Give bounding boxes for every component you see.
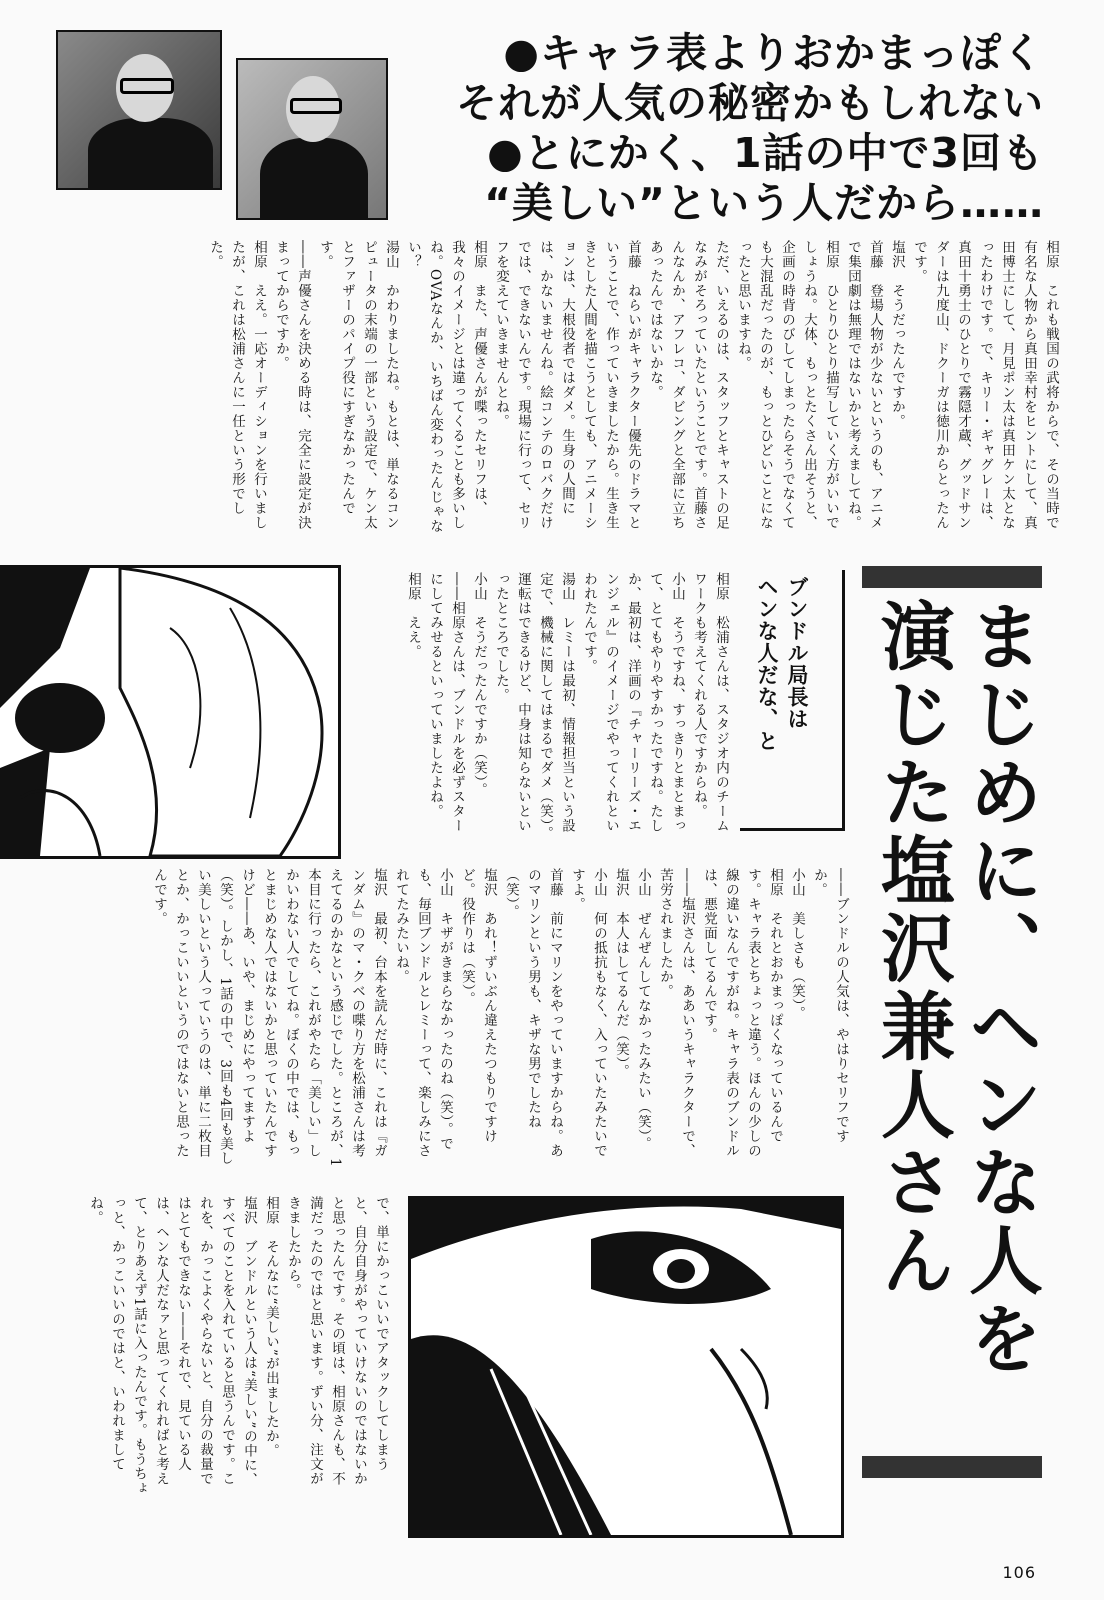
paragraph: 相原 それとおかまっぽくなっているんです。キャラ表とちょっと違う。ほんの少しの線の違いなんですがね。キャラ表のブンドルは、悪党面してるんです。 [701,868,783,1158]
paragraph: 相原 松浦さんは、スタジオ内のチームワークも考えてくれる人ですからね。 [691,572,729,833]
paragraph: ――声優さんを決める時は、完全に設定が決まってからですか。 [273,240,311,530]
paragraph: ――相原さんは、ブンドルを必ずスターにしてみせるといっていましたよね。 [427,572,465,833]
title-bar-bottom [862,1456,1042,1478]
feature-title [868,598,1044,1428]
paragraph: 首藤 登場人物が少ないというのも、アニメで集団劇は無理ではないかと考えましてね。 [845,240,883,530]
paragraph: 塩沢 ブンドルという人は“美しい”の中に、すべてのことを入れていると思うんです。これを、かっこよくやらないと、自分の裁量ではとてもできない――それで、見ている人は、ヘンな人だなァと思ってくれればと考えて、とりあえず1話に入ったんです。もうちょっと、かっこいいのではと、いわれましてね。 [87,1196,257,1496]
illustration-bundle-closeup [408,1196,844,1538]
paragraph: 塩沢 あれ！ずいぶん違えたつもりですけど。役作りは（笑）。 [459,868,497,1144]
paragraph: 相原 また、声優さんが喋ったセリフは、我々のイメージとは違ってくることも多いしね。OVAなんか、いちばん変わったんじゃない？ [405,240,487,534]
paragraph: 湯山 レミーは最初、情報担当という設定で、機械に関してはまるでダメ（笑）。運転はできるけど、中身は知らないといったところでした。 [493,572,575,841]
subhead [752,576,812,816]
headline-line: それが人気の秘密かもしれない [456,79,1044,127]
article-text-middle [362,572,732,842]
feature-title-line: 演じた塩沢兼人さん [869,598,955,1300]
headline-line: ●キャラ表よりおかまっぽく [503,29,1044,77]
article-text-bottom [62,1196,392,1496]
illustration-bundle-portrait [0,565,341,859]
paragraph: 相原 ええ。一応オーディションを行いましたが、これは松浦さんに一任という形でした。 [207,240,267,530]
article-text-top [62,240,1062,540]
paragraph: ――ブンドルの人気は、やはりセリフですか。 [811,868,849,1144]
paragraph: で、単にかっこいいでアタックしてしまうと、自分自身がやっていけないのではないかと思ったんです。その頃は、相原さんも、不満だったのではと思います。ずい分、注文がきましたから。 [285,1196,389,1486]
headline [444,28,1044,228]
paragraph: ただ、いえるのは、スタッフとキャストの足なみがそろっていたということです。首藤さんなんか、アフレコ、ダビングと全部に立ちあったんではないかな。 [647,240,729,530]
paragraph: 相原 そんなに“美しい”が出ましたか。 [263,1196,279,1459]
paragraph: 首藤 前にマリンをやっていますからね。あのマリンという男も、キザな男でしたね（笑）。 [503,868,563,1158]
paragraph: 首藤 ねらいがキャラクター優先のドラマということで、作っていきましたから。生き生きとした人間を描こうとしても、アニメーションは、大根役者ではダメ。生身の人間には、かないませんね。絵コンテのロバクだけでは、できないんです。現場に行って、セリフを変えていきませんとね。 [493,240,641,530]
paragraph: 相原 ええ。 [405,572,421,659]
title-bar-top [862,566,1042,588]
paragraph: 相原 ひとりひとり描写していく方がいいでしょうね。大体、もっとたくさん出そうと、企画の時背のびしてしまったらそうでなくても大混乱だったのが、もっとひどいことになったと思いますね。 [735,240,839,530]
paragraph: 小山 そうですね、すっきりとまとまって、とてもやりやすかったですね。たしか、最初は、洋画の『チャーリーズ・エンジェル』のイメージでやってくれといわれたんです。 [581,572,685,833]
paragraph: 小山 何の抵抗もなく、入っていたみたいですよ。 [569,868,607,1158]
photo-interviewee-1 [56,30,222,190]
paragraph: 湯山 かわりましたね。もとは、単なるコンピュータの末端の一部という設定で、ケン太とファザーのパイプ役にすぎなかったんです。 [317,240,399,530]
headline-line: “美しい”という人だから…… [484,179,1044,227]
paragraph: 小山 美しさも（笑）。 [789,868,805,1021]
paragraph: 小山 ぜんぜんしてなかったみたい（笑）。 [635,868,651,1152]
feature-title-line: まじめに、ヘンな人を [957,598,1043,1378]
paragraph: 塩沢 そうだったんですか。 [889,240,905,429]
article-text-lower [62,868,852,1168]
photo-interviewee-2 [236,58,388,220]
paragraph: 小山 キザがきまらなかったのね（笑）。でも、毎回ブンドルとレミーって、楽しみにされてたみたいね。 [393,868,453,1158]
headline-line: ●とにかく、1話の中で3回も [486,129,1044,177]
page-number: 106 [1002,1563,1036,1582]
paragraph: 相原 これも戦国の武将からで、その当時で有名な人物から真田幸村をヒントにして、真田博士にして、月見ポン太は真田ケン太となったわけです。で、キリー・ギャグレーは、真田十勇士のひとりで霧隠才蔵、グッドサンダーは九度山、ドクーガは徳川からとったんです。 [911,240,1059,530]
bundle-portrait-art [0,568,338,856]
paragraph: 塩沢 本人はしてるんだ（笑）。 [613,868,629,1079]
subhead-line: ブンドル局長は [785,576,809,730]
bundle-closeup-art [411,1199,841,1535]
paragraph: 小山 そうだったんですか（笑）。 [471,572,487,798]
paragraph: ――塩沢さんは、ああいうキャラクターで、苦労されましたか。 [657,868,695,1158]
subhead-line: ヘンな人だな、と [755,576,779,752]
paragraph: 塩沢 最初、台本を読んだ時に、これは『ガンダム』のマ・クベの喋り方を松浦さんは考えてるのかなという感じでした。ところが、1本目に行ったら、これがやたら「美しい」しかいわない人でしてね。ぼくの中では、もっとまじめな人ではないかと思っていたんですけど――あ、いや、まじめにやってますよ（笑）。しかし、1話の中で、3回も4回も美しい美しいという人っていうのは、単に二枚目とか、かっこいいというのではないと思ったんです。 [151,868,387,1168]
